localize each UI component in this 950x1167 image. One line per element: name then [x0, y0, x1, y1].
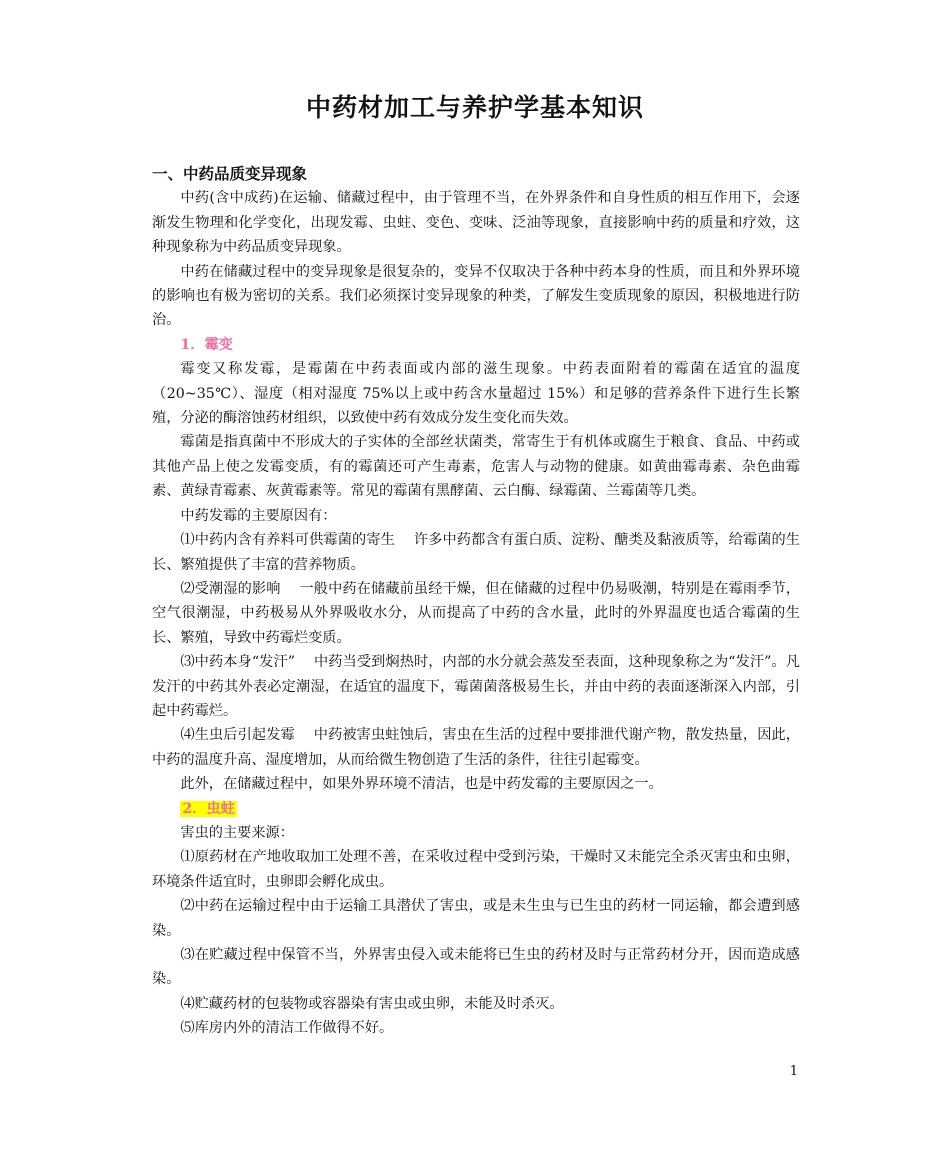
paragraph: 中药(含中成药)在运输、储藏过程中，由于管理不当，在外界条件和自身性质的相互作用下，会逐渐发生物理和化学变化，出现发霉、虫蛀、变色、变味、泛油等现象，直接影响中药的质量和疗效，这种现象称为中药品质变异现象。 — [152, 190, 800, 256]
list-item: ⑴原药材在产地收取加工处理不善，在采收过程中受到污染，干燥时又未能完全杀灭害虫和虫卵，环境条件适宜时，虫卵即会孵化成虫。 — [152, 849, 800, 890]
paragraph: 此外，在储藏过程中，如果外界环境不清洁，也是中药发霉的主要原因之一。 — [180, 776, 663, 793]
subheading-mildew — [152, 333, 800, 357]
list-item: ⑵中药在运输过程中由于运输工具潜伏了害虫，或是未生虫与已生虫的药材一同运输，都会遭到感染。 — [152, 898, 800, 939]
subheading-insect-text: 2．虫蛀 — [182, 800, 235, 817]
document-title: 中药材加工与养护学基本知识 — [305, 93, 644, 122]
paragraph: 中药在储藏过程中的变异现象是很复杂的，变异不仅取决于各种中药本身的性质，而且和外界环境的影响也有极为密切的关系。我们必须探讨变异现象的种类，了解发生变质现象的原因，积极地进行防治。 — [152, 263, 800, 329]
section-heading-quality-variation: 一、中药品质变异现象 — [152, 165, 308, 183]
list-item: ⑶中药本身“发汗” 中药当受到焖热时，内部的水分就会蒸发至表面，这种现象称之为“发汗”。凡发汗的中药其外表必定潮湿，在适宜的温度下，霉菌菌落极易生长，并由中药的表面逐渐深入内部，引起中药霉烂。 — [152, 654, 800, 719]
paragraph: 中药发霉的主要原因有： — [180, 507, 337, 524]
list-item: ⑷贮藏药材的包装物或容器染有害虫或虫卵，未能及时杀灭。 — [180, 995, 564, 1012]
list-item: ⑵受潮湿的影响 一般中药在储藏前虽经干燥，但在储藏的过程中仍易吸潮，特别是在霉雨季节，空气很潮湿，中药极易从外界吸收水分，从而提高了中药的含水量，此时的外界温度也适合霉菌的生长、繁殖，导致中药霉烂变质。 — [152, 580, 800, 646]
paragraph: 霉菌是指真菌中不形成大的子实体的全部丝状菌类，常寄生于有机体或腐生于粮食、食品、中药或其他产品上使之发霉变质，有的霉菌还可产生毒素，危害人与动物的健康。如黄曲霉毒素、杂色曲霉素、黄绿青霉素、灰黄霉素等。常见的霉菌有黑酵菌、云白酶、绿霉菌、兰霉菌等几类。 — [152, 434, 800, 500]
paragraph: 霉变又称发霉，是霉菌在中药表面或内部的滋生现象。中药表面附着的霉菌在适宜的温度（20~35℃）、湿度（相对湿度 75%以上或中药含水量超过 15%）和足够的营养条件下进行生长繁殖，分泌的酶溶蚀药材组织，以致使中药有效成分发生变化而失效。 — [152, 361, 800, 427]
subheading-insect — [152, 797, 800, 821]
page-number: 1 — [789, 1064, 798, 1079]
list-item: ⑷生虫后引起发霉 中药被害虫蛀蚀后，害虫在生活的过程中要排泄代谢产物，散发热量，因此，中药的温度升高、湿度增加，从而给微生物创造了生活的条件，往往引起霉变。 — [152, 727, 800, 768]
list-item: ⑸库房内外的清洁工作做得不好。 — [180, 1020, 394, 1037]
paragraph: 害虫的主要来源： — [180, 824, 294, 841]
document-body — [152, 162, 800, 1041]
list-item: ⑴中药内含有养料可供霉菌的寄生 许多中药都含有蛋白质、淀粉、醣类及黏液质等，给霉菌的生长、繁殖提供了丰富的营养物质。 — [152, 532, 800, 573]
subheading-mildew-text: 1．霉变 — [180, 336, 233, 353]
list-item: ⑶在贮藏过程中保管不当，外界害虫侵入或未能将已生虫的药材及时与正常药材分开，因而造成感染。 — [152, 947, 800, 988]
